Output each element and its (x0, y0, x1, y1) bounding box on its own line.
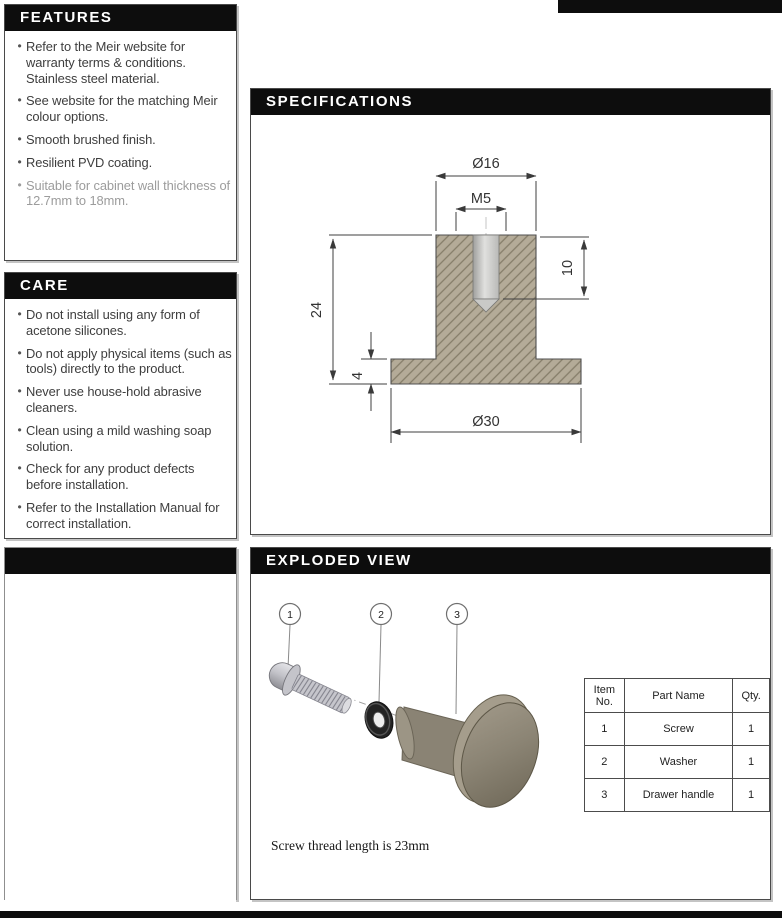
col-qty: Qty. (733, 679, 770, 713)
dim-label-thread: M5 (470, 191, 492, 207)
care-list (5, 299, 236, 545)
bullet-icon: • (17, 39, 22, 53)
dim-label-total-height: 24 (309, 301, 325, 319)
table-row: 3 Drawer handle 1 (585, 779, 770, 812)
dim-label-thread-depth: 10 (560, 259, 576, 277)
exploded-view-header (251, 548, 770, 574)
bullet-icon: • (17, 422, 22, 437)
dim-thread (456, 209, 506, 231)
table-row: 1 Screw 1 (585, 713, 770, 746)
blank-panel-header (5, 548, 236, 574)
dim-label-base-diameter: Ø30 (472, 414, 500, 430)
balloon-leader-lines (288, 625, 457, 714)
feature-item: • Refer to the Meir website for warranty terms & conditions. Stainless steel material. (13, 39, 232, 86)
specifications-panel (250, 88, 771, 535)
bullet-icon: • (17, 131, 22, 146)
feature-item: • See website for the matching Meir colour options. (13, 93, 232, 125)
col-item-no: Item No. (585, 679, 625, 713)
parts-table-header-row (585, 679, 770, 713)
feature-item: • Smooth brushed finish. (13, 132, 232, 148)
dim-label-flange-thickness: 4 (350, 371, 366, 381)
technical-drawing (251, 115, 772, 534)
exploded-view-title: EXPLODED VIEW (266, 552, 412, 569)
svg-text:2: 2 (378, 609, 384, 621)
washer-illustration (361, 698, 397, 741)
balloon-2 (371, 604, 392, 625)
bullet-icon: • (17, 345, 22, 360)
bullet-icon: • (17, 307, 22, 321)
col-part-name: Part Name (624, 679, 733, 713)
care-item: • Do not apply physical items (such as tools) directly to the product. (13, 346, 232, 378)
blank-panel (4, 547, 237, 900)
table-row: 2 Washer 1 (585, 746, 770, 779)
balloon-1 (280, 604, 301, 625)
svg-text:1: 1 (287, 609, 293, 621)
dim-flange-thickness (361, 332, 387, 411)
care-item: • Refer to the Installation Manual for correct installation. (13, 500, 232, 532)
balloon-3 (447, 604, 468, 625)
threaded-hole (473, 235, 499, 299)
screw-illustration (264, 655, 357, 722)
bullet-icon: • (17, 177, 22, 192)
care-item: • Do not install using any form of acetone silicones. (13, 307, 232, 339)
care-item: • Clean using a mild washing soap solution. (13, 423, 232, 455)
exploded-view-panel (250, 547, 771, 900)
care-panel (4, 272, 237, 539)
top-right-title-strip (558, 0, 782, 13)
screw-thread-note: Screw thread length is 23mm (271, 838, 430, 853)
bullet-icon: • (17, 461, 22, 476)
parts-table (584, 678, 770, 812)
features-header (5, 5, 236, 31)
care-item: • Never use house-hold abrasive cleaners. (13, 384, 232, 416)
care-item: • Check for any product defects before installation. (13, 461, 232, 493)
page-footer-bar (0, 911, 782, 918)
specifications-title: SPECIFICATIONS (266, 93, 414, 110)
bullet-icon: • (17, 154, 22, 169)
dim-label-top-diameter: Ø16 (472, 156, 500, 172)
specifications-header (251, 89, 770, 115)
feature-item: • Suitable for cabinet wall thickness of 12.7mm to 18mm. (13, 178, 232, 210)
bullet-icon: • (17, 93, 22, 108)
bullet-icon: • (17, 499, 22, 514)
blank-panel-body (5, 574, 236, 918)
features-list (5, 31, 236, 222)
features-title: FEATURES (20, 9, 113, 26)
feature-item: • Resilient PVD coating. (13, 155, 232, 171)
svg-text:3: 3 (454, 609, 460, 621)
features-panel (4, 4, 237, 261)
care-title: CARE (20, 277, 69, 294)
bullet-icon: • (17, 384, 22, 399)
care-header (5, 273, 236, 299)
drawer-handle-illustration (392, 684, 552, 818)
